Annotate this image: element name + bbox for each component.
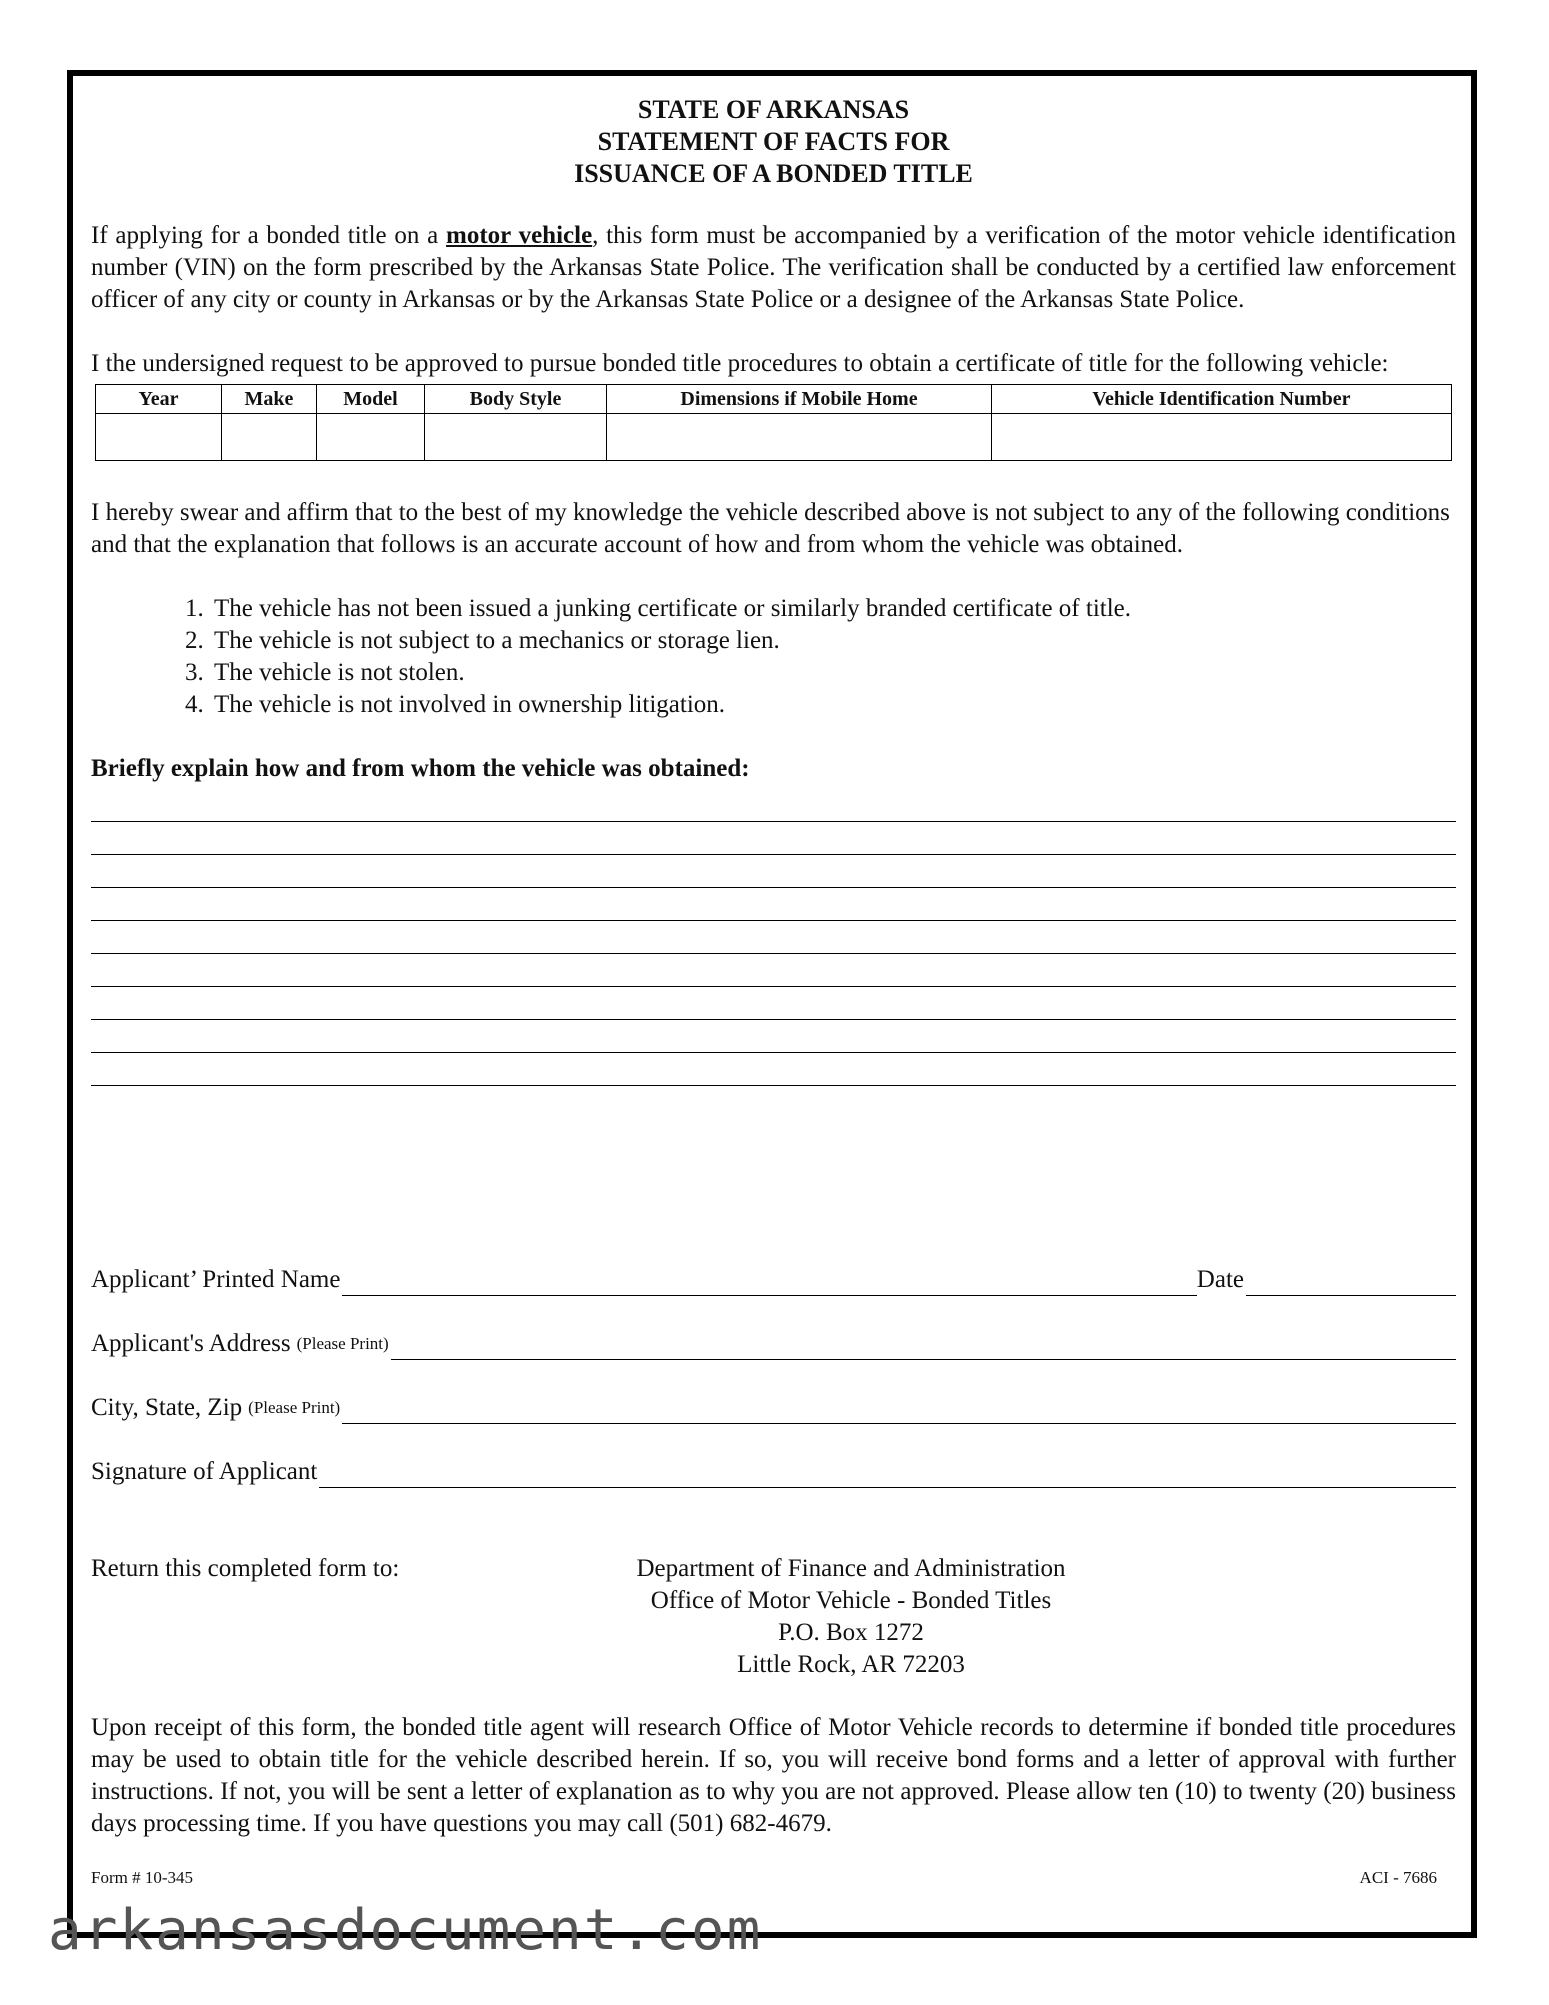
explanation-line[interactable] [91,1020,1456,1053]
explanation-line[interactable] [91,888,1456,921]
city-label: City, State, Zip [91,1394,243,1421]
form-title-line-1: STATE OF ARKANSAS [637,95,910,124]
conditions-list [91,593,1456,721]
address-field[interactable] [391,1333,1456,1360]
col-vin: Vehicle Identification Number [992,385,1452,414]
col-make: Make [222,385,317,414]
return-address-line: Little Rock, AR 72203 [737,1651,965,1678]
footer-paragraph: Upon receipt of this form, the bonded title agent will research Office of Motor Vehicle records to determine if bonded title procedures may be used to obtain title for the vehicle described herein. If so, you will receive bond forms and a letter of approval with further instructions. If not, you will be sent a letter of explanation as to why you are not approved. Please allow ten (10) to twenty (20) business days processing time. If you have questions you may call (501) 682-4679. [91,1714,1456,1837]
explanation-line[interactable] [91,921,1456,954]
intro-emphasis: motor vehicle [446,222,593,249]
explanation-lines[interactable] [91,789,1456,1086]
printed-name-field[interactable] [342,1269,1196,1296]
explanation-line[interactable] [91,789,1456,822]
vehicle-table [95,384,1452,461]
form-title-line-3: ISSUANCE OF A BONDED TITLE [574,159,973,188]
return-label: Return this completed form to: [91,1555,400,1582]
address-label: Applicant's Address [91,1330,291,1357]
intro-before: If applying for a bonded title on a [91,222,447,249]
address-row [91,1328,1456,1360]
signature-row [91,1456,1456,1488]
date-label: Date [1196,1266,1244,1293]
explanation-line[interactable] [91,822,1456,855]
body-style-cell[interactable] [425,414,607,461]
vin-cell[interactable] [992,414,1452,461]
explain-heading: Briefly explain how and from whom the vehicle was obtained: [91,755,750,782]
aci-number: ACI - 7686 [1359,1868,1437,1887]
col-dimensions: Dimensions if Mobile Home [607,385,992,414]
address-note: (Please Print) [296,1334,389,1353]
return-address-line: Department of Finance and Administration [636,1555,1066,1582]
return-address-line: Office of Motor Vehicle - Bonded Titles [650,1587,1052,1614]
condition-item: 3. The vehicle is not stolen. [210,657,1456,689]
col-body-style: Body Style [425,385,607,414]
signature-field[interactable] [319,1461,1456,1488]
request-paragraph: I the undersigned request to be approved to pursue bonded title procedures to obtain a certificate of title for the following vehicle: [91,350,1389,377]
signature-label: Signature of Applicant [91,1458,318,1485]
year-cell[interactable] [96,414,222,461]
watermark: arkansasdocument.com [48,1898,763,1963]
return-address-line: P.O. Box 1272 [778,1619,924,1646]
form-number: Form # 10-345 [91,1868,193,1887]
make-cell[interactable] [222,414,317,461]
explanation-line[interactable] [91,1053,1456,1086]
col-model: Model [317,385,425,414]
intro-paragraph [91,220,1456,316]
col-year: Year [96,385,222,414]
dimensions-cell[interactable] [607,414,992,461]
form-title-line-2: STATEMENT OF FACTS FOR [597,127,950,156]
model-cell[interactable] [317,414,425,461]
explanation-line[interactable] [91,855,1456,888]
return-address [521,1553,1181,1681]
explanation-line[interactable] [91,987,1456,1020]
printed-name-row [91,1264,1456,1296]
form-body [91,94,1456,1086]
condition-item: 2. The vehicle is not subject to a mechanics or storage lien. [210,625,1456,657]
city-row [91,1392,1456,1424]
explanation-line[interactable] [91,954,1456,987]
city-note: (Please Print) [248,1398,341,1417]
affirm-paragraph: I hereby swear and affirm that to the best of my knowledge the vehicle described above is not subject to any of the following conditions and that the explanation that follows is an accurate account of how and from whom the vehicle was obtained. [91,499,1450,558]
date-field[interactable] [1246,1269,1456,1296]
condition-item: 4. The vehicle is not involved in ownership litigation. [210,689,1456,721]
intro-after: , this form must be accompanied by a verification of the motor vehicle identification number (VIN) on the form prescribed by the Arkansas State Police. The verification shall be conducted by a certified law enforcement officer of any city or county in Arkansas or by the Arkansas State Police or a designee of the Arkansas State Police. [91,222,1456,313]
printed-name-label: Applicant’ Printed Name [91,1266,341,1293]
city-field[interactable] [342,1397,1456,1424]
condition-item: 1. The vehicle has not been issued a junking certificate or similarly branded certificate of title. [210,593,1456,625]
